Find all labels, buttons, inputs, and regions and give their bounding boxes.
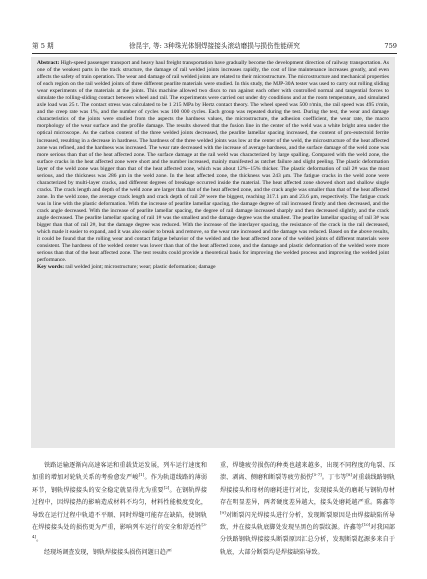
keywords-line [37,264,389,271]
citation: [5-7] [312,472,322,478]
body-paragraph: 铁路运输逐渐向高速客运和重载货运发展，列车运行速度和加重的增加对轮轨关系的考验愈发严峻[1]。作为轨道线路的薄弱环节，钢轨焊接接头的安全稳定就显得尤为重要[2]。在钢轨焊接过程中，因焊接热的影响造成材料不均匀，材料性能极度变化，导致在运行过程中轨道不平顺、同时焊缝可能存在缺陷，使钢轨在焊接接头处的损伤更为严重，影响列车运行的安全和舒适性[3-4]。 [32,462,207,544]
abstract-paragraph [37,60,389,264]
citation: [1] [138,472,145,478]
citation: [9] [220,509,226,515]
abstract-body: High-speed passenger transport and heavy haul freight transportation have gradually become the development direction of railway transportation. As one of the weakest parts in the track structure, the damage of rail welded joints increases rapidly, the cost of line maintenance increases greatly, and even affects the safety of train operation. The wear and damage of rail welded joints are related to their microstructure. The microstructure and mechanical properties of each region on the rail welded joints of three different pearlite materials were studied. In this study, the MJP-30A tester was used to carry out rolling sliding wear experiments of the materials at the joints. This machine allowed two discs to run against each other with controlled normal and tangential forces to simulate the rolling-sliding contact between wheel and rail. The experiments were carried out under dry conditions and at the room temperature, and simulated axle load was 25 t. The contact stress was calculated to be 1 215 MPa by Hertz contact theory. The wheel speed was 500 r/min, the rail speed was 495 r/min, and the creep rate was 1%, and the number of cycles was 100 000 cycles. Each group was repeated during the test. During the test, the wear and damage characteristics of the joints were studied from the aspects the hardness values, the microstructure, the adhesion coefficient, the wear rate, the macro morphology of the wear surface and the profile damage. The results showed that the fusion line in the center of the weld was a white bright area under the optical microscope. As the carbon content of the three welded joints decreased, the pearlite lamellar spacing increased, the content of pro-eutectoid ferrite increased, resulting in a decrease in hardness. The hardness of the three welded joints was low at the center of the weld, the microstructure of the heat affected zone was refined, and the hardness was increased. The wear rate decreased with the increase of average hardness, and the surface damage of the weld zone was more serious than that of the heat affected zone. The surface damage at the rail weld was characterized by large spalling. Compared with the weld zone, the surface cracks in the heat affected zone were short and the number increased, mainly manifested as ratchet failure and slight peeling. The plastic deformation layer of the weld zone was bigger than that of the heat affected zone, which was about 12%~15% thicker. The plastic deformation of rail 2# was the most serious, and the thickness was 286 μm in the weld zone. In the heat affected zone, the thickness was 243 μm. The fatigue cracks in the weld zone were characterized by multi-layer cracks, and different degrees of breakage occurred inside the material. The heat affected zone showed short and shallow single cracks. The crack length and depth of the weld zone are larger than that of the heat affected zone, and the crack angle was smaller than that of the heat affected zone. In the weld zone, the average crack length and crack depth of rail 2# were the biggest, reaching 317.1 μm and 23.6 μm, respectively. The fatigue crack was in line with the plastic deformation. With the increase of pearlite lamellar spacing, the damage degree of rail increased firstly and then decreased, and the crack angle decreased. With the increase of pearlite lamellar spacing, the degree of rail damage increased sharply and then decreased slightly, and the crack angle decreased. The pearlite lamellar spacing of rail 1# was the smallest and the damage degree was the smallest. The pearlite lamellar spacing of rail 3# was bigger than that of rail 2#, but the damage degree was reduced. With the increase of the interlayer spacing, the resistance of the crack in the rail decreased, which made it easier to expand, and it was also easier to break and remove, so the wear rate increased and the damage was reduced. Based on the above results, it could be found that the rolling wear and contact fatigue behavior of the welded and the heat affected zone of the welded joints of different materials were consistent. The hardness of the welded center was lower than that of the heat affected zone, and the damage and plastic deformation of the welded were more serious than that of the heat affected zone. The test results could provide a theoretical basis for improving the welded process and improving the welded joint performance. [37,60,390,264]
issue-number: 第 5 期 [32,42,54,50]
body-column-left [32,460,207,575]
header-rule [32,53,397,54]
citation: [10] [362,522,371,527]
body-paragraph: 重，焊缝疲劳损伤的种类也越来越多，出现不同程度的龟裂、压溃、剥离、侧磨和断裂等疲劳损伤[5-7]。丁韦等[8]对重载线路钢轨焊接接头和母材的磨耗进行对比，发现接头处的磨耗与钢轨母材存在明显差异，两者硬度差异越大，接头处磨耗越严重。陈鑫等[9]对断裂闪光焊接头进行分析，发现断裂原因是由焊接缺陷所导致，并在接头轨底脚处发现呈黑色的裂纹源。许鑫等[10]对我国部分铁路钢轨焊接接头断裂原因汇总分析，发现断裂起源多来自于轨底，大部分断裂均是焊接缺陷导致。 [220,462,395,556]
abstract-label: Abstract: [37,60,60,66]
keywords-label: Key words: [37,264,65,271]
citation: [2] [163,484,170,490]
running-title: 徐昆宇, 等: 3种珠光体钢焊接接头滚动磨损与损伤性能研究 [129,42,300,50]
body-paragraph: 经现场调查发现，钢轨焊接接头损伤问题日趋严 [44,548,172,556]
citation: [8] [346,472,353,478]
abstract-box [31,57,395,448]
citation: [3-4] [32,522,207,540]
page-number: 759 [384,42,397,50]
keywords-text: rail welded joint; microstructure; wear; plastic deformation; damage [65,264,216,271]
running-header [32,40,397,52]
body-column-right [220,460,395,575]
